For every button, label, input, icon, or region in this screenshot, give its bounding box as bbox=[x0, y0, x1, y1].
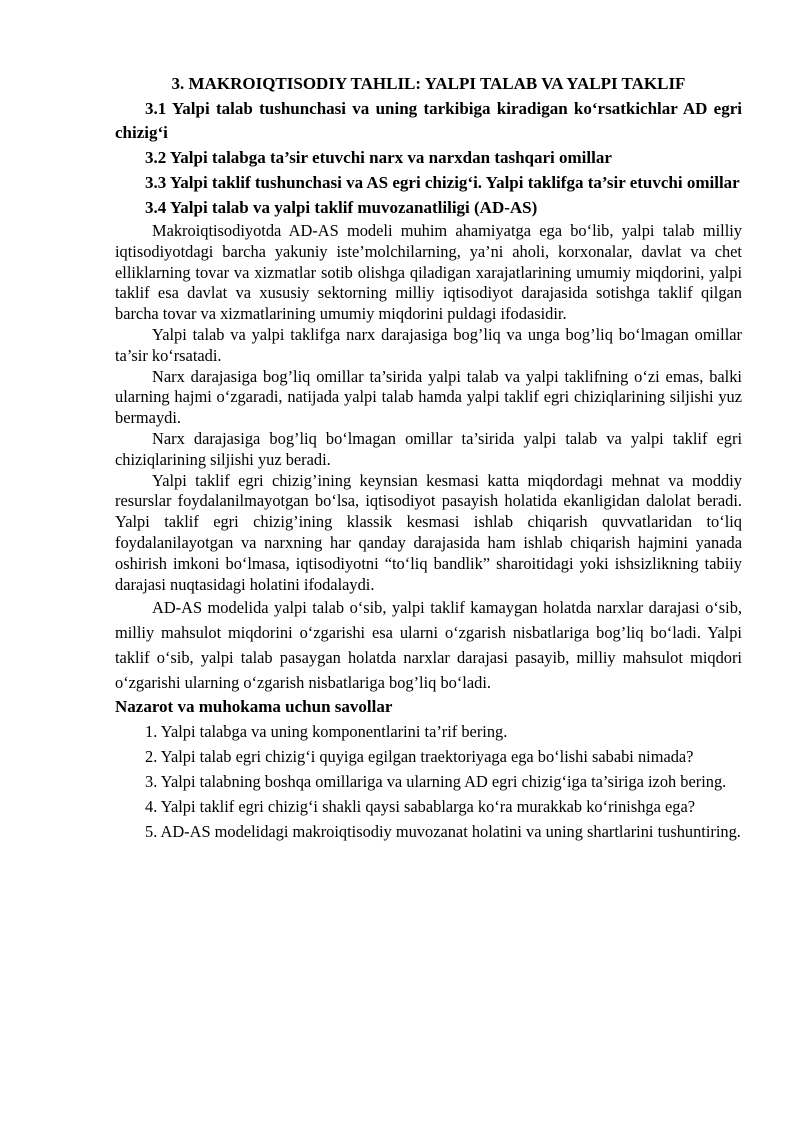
body-paragraph: Yalpi talab va yalpi taklifga narx darajasiga bog’liq va unga bog’liq bo‘lmagan omillar ta’sir ko‘rsatadi. bbox=[115, 324, 742, 365]
body-paragraph: Makroiqtisodiyotda AD-AS modeli muhim ahamiyatga ega bo‘lib, yalpi talab milliy iqtisodiyotdagi barcha yakuniy iste’molchilarning, ya’ni aholi, korxonalar, davlat va chet elliklarning tovar va xizmatlar sotib olishga qiladigan xarajatlarining umumiy miqdorini, yalpi taklif esa davlat va xususiy sektorning milliy iqtisodiyot darajasida sotishga taklif qilgan barcha tovar va xizmatlarining umumiy miqdorini puldagi ifodasidir. bbox=[115, 221, 742, 324]
section-heading-3-2: 3.2 Yalpi talabga ta’sir etuvchi narx va narxdan tashqari omillar bbox=[145, 148, 612, 167]
question-item: 2. Yalpi talab egri chizigʻi quyiga egilgan traektoriyaga ega boʻlishi sababi nimada? bbox=[145, 747, 694, 767]
body-paragraph: Narx darajasiga bog’liq omillar ta’sirida yalpi talab va yalpi taklifning o‘zi emas, balki ularning hajmi o‘zgaradi, natijada yalpi talab hamda yalpi taklif egri chiziqlarining siljishi yuz bermaydi. bbox=[115, 366, 742, 428]
questions-heading: Nazarot va muhokama uchun savollar bbox=[115, 697, 393, 717]
body-paragraph: Narx darajasiga bog’liq bo‘lmagan omillar ta’sirida yalpi talab va yalpi taklif egri chiziqlarining siljishi yuz beradi. bbox=[115, 428, 742, 469]
question-item: 4. Yalpi taklif egri chizigʻi shakli qaysi sabablarga koʻra murakkab koʻrinishga ega? bbox=[145, 797, 695, 817]
body-paragraph: Yalpi taklif egri chizig’ining keynsian kesmasi katta miqdordagi mehnat va moddiy resurslar foydalanilmayotgan bo‘lsa, iqtisodiyot pasayish holatida ekanligidan dalolat beradi. Yalpi taklif egri chizig’ining klassik kesmasi ishlab chiqarish quvvatlaridan to‘liq foydalanilayotgan va narxning har qanday darajasida ham ishlab chiqarish hajmini yanada oshirish imkoni bo‘lmasa, iqtisodiyotni “to‘liq bandlik” sharoitidagi yoki ishsizlikning tabiiy darajasi nuqtasidagi holatini ifodalaydi. bbox=[115, 470, 742, 594]
question-item: 3. Yalpi talabning boshqa omillariga va ularning AD egri chizigʻiga ta’siriga izoh bering. bbox=[145, 772, 727, 792]
body-paragraph: AD-AS modelida yalpi talab o‘sib, yalpi taklif kamaygan holatda narxlar darajasi o‘sib, milliy mahsulot miqdorini o‘zgarishi esa ularni o‘zgarish nisbatlariga bog’liq bo‘ladi. Yalpi taklif o‘sib, yalpi talab pasaygan holatda narxlar darajasi pasayib, milliy mahsulot miqdori o‘zgarishi ularning o‘zgarish nisbatlariga bog’liq bo‘ladi. bbox=[115, 598, 742, 693]
chapter-title: 3. MAKROIQTISODIY TAHLIL: YALPI TALAB VA YALPI TAKLIF bbox=[171, 74, 686, 93]
section-heading-3-4: 3.4 Yalpi talab va yalpi taklif muvozanatliligi (AD-AS) bbox=[145, 198, 538, 217]
question-item: 5. AD-AS modelidagi makroiqtisodiy muvozanat holatini va uning shartlarini tushuntiring. bbox=[145, 822, 741, 842]
document-page bbox=[115, 72, 742, 844]
section-heading-3-3: 3.3 Yalpi taklif tushunchasi va AS egri chizigʻi. Yalpi taklifga ta’sir etuvchi omillar bbox=[145, 173, 740, 192]
section-heading-3-1: 3.1 Yalpi talab tushunchasi va uning tarkibiga kiradigan koʻrsatkichlar AD egri chizigʻi bbox=[115, 99, 742, 142]
question-item: 1. Yalpi talabga va uning komponentlarini ta’rif bering. bbox=[145, 722, 508, 742]
